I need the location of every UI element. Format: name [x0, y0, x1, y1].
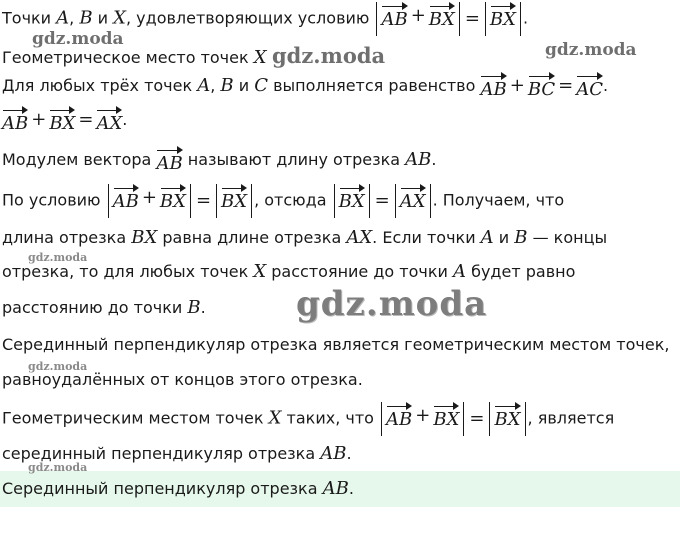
text: Модулем вектора [2, 150, 157, 169]
text: и [493, 228, 515, 247]
abs-sum [376, 2, 459, 36]
line-7 [2, 224, 607, 252]
abs-bx [334, 184, 370, 218]
text: Для любых трёх точек [2, 76, 198, 95]
text: , [210, 76, 221, 95]
abs-bx [216, 184, 252, 218]
point-a: A [56, 7, 70, 29]
point-b: B [187, 297, 201, 318]
vector-bx: BX [49, 107, 75, 134]
line-10 [2, 331, 669, 359]
text: , является [527, 408, 615, 428]
text: , отсюда [254, 190, 332, 210]
vector-ab: AB [386, 403, 412, 430]
line-6 [2, 184, 564, 212]
point-x: X [253, 261, 267, 282]
text: отрезка, то для любых точек [2, 262, 254, 281]
equals-sign: = [374, 189, 390, 211]
text: . Получаем, что [432, 190, 565, 210]
text: . [522, 8, 529, 28]
text: . [348, 479, 354, 498]
abs-bx [485, 2, 521, 36]
text: и [233, 76, 255, 95]
line-3 [2, 72, 608, 100]
vector-ax: AX [400, 185, 426, 212]
abs-sum [381, 402, 464, 436]
equals-sign: = [78, 109, 94, 130]
watermark: gdz.moda [32, 29, 124, 49]
line-9 [2, 294, 206, 322]
point-a: A [197, 75, 211, 96]
text: . [346, 444, 352, 463]
vector-bx: BX [490, 3, 516, 30]
point-a: A [480, 227, 494, 248]
watermark: gdz.moda [296, 284, 488, 324]
text: . [200, 298, 206, 317]
abs-bx [489, 402, 525, 436]
text: называют длину отрезка [182, 150, 406, 169]
vector-ab: AB [381, 3, 407, 30]
point-c: C [254, 75, 268, 96]
text: равна длине отрезка [157, 228, 347, 247]
text: . Если точки [372, 228, 481, 247]
text: . [431, 150, 437, 169]
abs-sum [108, 184, 191, 218]
vector-ab: AB [2, 107, 28, 134]
segment-ab: AB [320, 443, 347, 464]
segment-ab: AB [322, 478, 349, 499]
vector-bx: BX [494, 403, 520, 430]
text: . [603, 76, 609, 95]
line-1 [2, 2, 528, 30]
plus-sign: + [141, 187, 157, 208]
segment-bx: BX [131, 227, 158, 248]
vector-ab: AB [480, 73, 506, 100]
line-8 [2, 258, 575, 286]
vector-bx: BX [339, 185, 365, 212]
watermark: gdz.moda [545, 40, 637, 60]
line-5 [2, 146, 437, 174]
vector-bc: BC [528, 73, 555, 100]
point-b: B [79, 7, 93, 29]
text: Серединный перпендикуляр отрезка [2, 479, 323, 498]
text: Точки [2, 8, 57, 28]
text: Геометрическим местом точек [2, 408, 269, 428]
vector-ab: AB [113, 185, 139, 212]
watermark: gdz.moda [272, 43, 386, 68]
text: выполняется равенство [267, 76, 481, 95]
vector-ax: AX [96, 107, 122, 134]
answer-box [0, 471, 680, 507]
equals-sign: = [195, 189, 212, 211]
text: серединный перпендикуляр отрезка [2, 444, 321, 463]
line-12 [2, 402, 614, 430]
text: и [92, 8, 114, 28]
vector-bx: BX [429, 3, 455, 30]
answer-text [2, 475, 354, 503]
point-x: X [113, 7, 126, 29]
plus-sign: + [31, 109, 47, 130]
text: расстоянию до точки [2, 298, 188, 317]
text: — концы [527, 228, 608, 247]
text: равноудалённых от концов этого отрезка. [2, 370, 363, 389]
text: таких, что [281, 408, 380, 428]
line-4 [2, 106, 127, 134]
text: , удовлетворяющих условию [125, 8, 375, 28]
text: , [69, 8, 80, 28]
equals-sign: = [469, 407, 485, 429]
vector-ab: AB [156, 147, 182, 174]
point-x: X [268, 407, 282, 429]
point-a: A [453, 261, 466, 282]
segment-ab: AB [405, 149, 432, 170]
text: По условию [2, 190, 106, 210]
text: Серединный перпендикуляр отрезка является геометрическим местом точек, [2, 335, 670, 354]
vector-bx: BX [433, 403, 459, 430]
watermark: gdz.moda [28, 251, 88, 264]
text: длина отрезка [2, 228, 132, 247]
plus-sign: + [509, 75, 525, 96]
vector-ac: AC [576, 73, 603, 100]
point-b: B [514, 227, 528, 248]
equals-sign: = [464, 7, 480, 29]
vector-bx: BX [160, 185, 186, 212]
vector-bx: BX [221, 185, 247, 212]
abs-ax [395, 184, 431, 218]
equals-sign: = [558, 75, 574, 96]
watermark: gdz.moda [28, 360, 88, 373]
plus-sign: + [415, 405, 431, 426]
text: . [122, 110, 128, 129]
plus-sign: + [410, 5, 426, 26]
point-b: B [220, 75, 234, 96]
watermark: gdz.moda [28, 461, 88, 474]
segment-ax: AX [346, 227, 373, 248]
text: расстояние до точки [266, 262, 453, 281]
point-x: X [253, 47, 267, 68]
text: Геометрическое место точек [2, 48, 254, 67]
text: будет равно [466, 262, 576, 281]
